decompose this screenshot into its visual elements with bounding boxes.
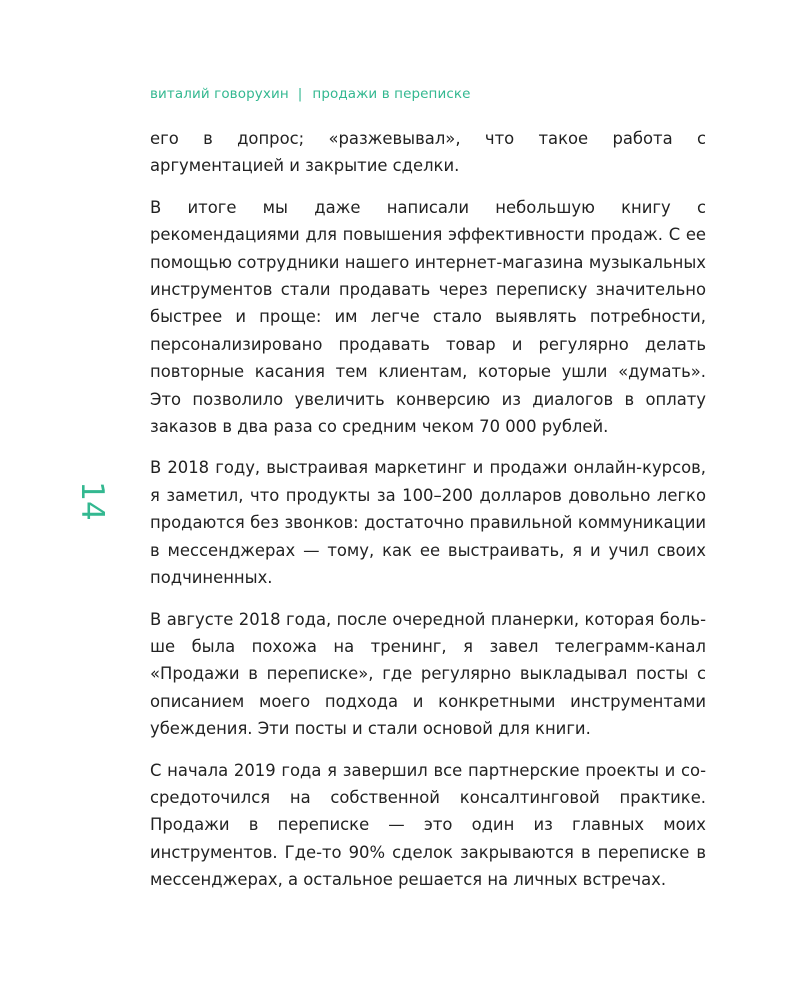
running-header [150, 86, 471, 102]
paragraph: С начала 2019 года я завершил все партнерские проекты и сосредоточился на собственной консалтинговой практике. Продажи в переписке — это один из главных моих инструментов. Где-то 90% сделок закрываются в переписке в мессенджерах, а остальное решается на личных встречах. [150, 760, 706, 890]
header-author: виталий говорухин [150, 86, 289, 102]
paragraph: В итоге мы даже написали небольшую книгу с рекомендациями для повышения эффективности продаж. С ее помощью сотрудники нашего интернет-магазина музыкальных инструментов стали продавать через переписку значительно быстрее и проще: им легче стало выявлять потребности, персонализировано продавать товар и регулярно делать повторные касания тем клиентам, которые ушли «думать». Это позволило увеличить конверсию из диалогов в оплату заказов в два раза со средним чеком 70 000 рублей. [150, 197, 706, 437]
paragraph: В августе 2018 года, после очередной планерки, которая больше была похожа на тренинг, я завел телеграмм-канал «Продажи в переписке», где регулярно выкладывал посты с описанием моего подхода и конкретными инструментами убеждения. Эти посты и стали основой для книги. [150, 609, 706, 739]
paragraph: В 2018 году, выстраивая маркетинг и продажи онлайн-курсов, я заметил, что продукты за 100–200 долларов довольно легко продаются без звонков: достаточно правильной коммуникации в мессенджерах — тому, как ее выстраивать, я и учил своих подчиненных. [150, 458, 706, 588]
page-number: 14 [74, 481, 110, 521]
header-book-title: продажи в переписке [312, 86, 471, 102]
body-text [150, 125, 706, 908]
header-separator: | [297, 86, 303, 102]
paragraph: его в допрос; «разжевывал», что такое работа с аргументацией и закрытие сделки. [150, 129, 706, 176]
